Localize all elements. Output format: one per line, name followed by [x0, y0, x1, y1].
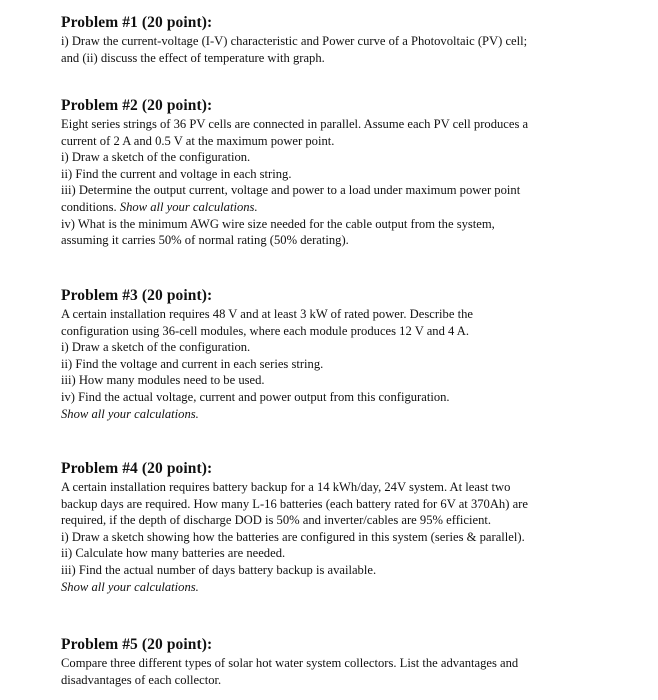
show-calculations-note: Show all your calculations.: [119, 199, 258, 214]
problem-1: [61, 14, 621, 66]
problem-2: [61, 97, 621, 249]
problem-2-line: iv) What is the minimum AWG wire size needed for the cable output from the system,: [61, 216, 495, 231]
problem-4-line: A certain installation requires battery backup for a 14 kWh/day, 24V system. At least two: [61, 480, 511, 494]
problem-1-line: i) Draw the current-voltage (I-V) characteristic and Power curve of a Photovoltaic (PV) cell;: [61, 34, 528, 48]
problem-2-line: assuming it carries 50% of normal rating (50% derating).: [61, 233, 349, 248]
problem-3-line: iv) Find the actual voltage, current and power output from this configuration.: [61, 389, 450, 404]
problem-3-line: A certain installation requires 48 V and at least 3 kW of rated power. Describe the: [61, 307, 473, 321]
problem-4-line: backup days are required. How many L-16 batteries (each battery rated for 6V at 370Ah) are: [61, 496, 528, 511]
problem-2-line: iii) Determine the output current, voltage and power to a load under maximum power point: [61, 183, 521, 198]
problem-2-line: current of 2 A and 0.5 V at the maximum power point.: [61, 133, 335, 148]
show-calculations-note: Show all your calculations.: [61, 406, 199, 421]
problem-4-title: Problem #4 (20 point):: [61, 460, 213, 477]
problem-1-line: and (ii) discuss the effect of temperature with graph.: [61, 50, 325, 65]
problem-4-line: ii) Calculate how many batteries are needed.: [61, 546, 286, 561]
problem-5-title: Problem #5 (20 point):: [61, 636, 213, 653]
problem-2-title: Problem #2 (20 point):: [61, 97, 213, 114]
problem-2-line: i) Draw a sketch of the configuration.: [61, 150, 251, 165]
problem-3-line: i) Draw a sketch of the configuration.: [61, 340, 251, 355]
problem-2-line: Eight series strings of 36 PV cells are connected in parallel. Assume each PV cell produces a: [61, 117, 529, 131]
problem-3-line: iii) How many modules need to be used.: [61, 373, 265, 388]
problem-4: [61, 460, 621, 595]
problem-2-line: [61, 199, 621, 216]
show-calculations-note: Show all your calculations.: [61, 579, 199, 594]
problem-3-title: Problem #3 (20 point):: [61, 287, 213, 304]
problem-4-line: required, if the depth of discharge DOD is 50% and inverter/cables are 95% efficient.: [61, 513, 492, 528]
problem-2-line: ii) Find the current and voltage in each string.: [61, 166, 292, 181]
problem-5: [61, 636, 621, 688]
problem-1-title: Problem #1 (20 point):: [61, 14, 213, 31]
problem-3-line: ii) Find the voltage and current in each series string.: [61, 356, 324, 371]
problem-2-conditions-text: conditions.: [61, 199, 117, 214]
problem-4-line: i) Draw a sketch showing how the batteries are configured in this system (series & parallel).: [61, 529, 525, 544]
problem-5-line: disadvantages of each collector.: [61, 672, 222, 687]
problem-3-line: configuration using 36-cell modules, where each module produces 12 V and 4 A.: [61, 323, 470, 338]
problem-4-line: iii) Find the actual number of days battery backup is available.: [61, 562, 377, 577]
problem-5-line: Compare three different types of solar hot water system collectors. List the advantages and: [61, 656, 519, 670]
problem-3: [61, 287, 621, 422]
